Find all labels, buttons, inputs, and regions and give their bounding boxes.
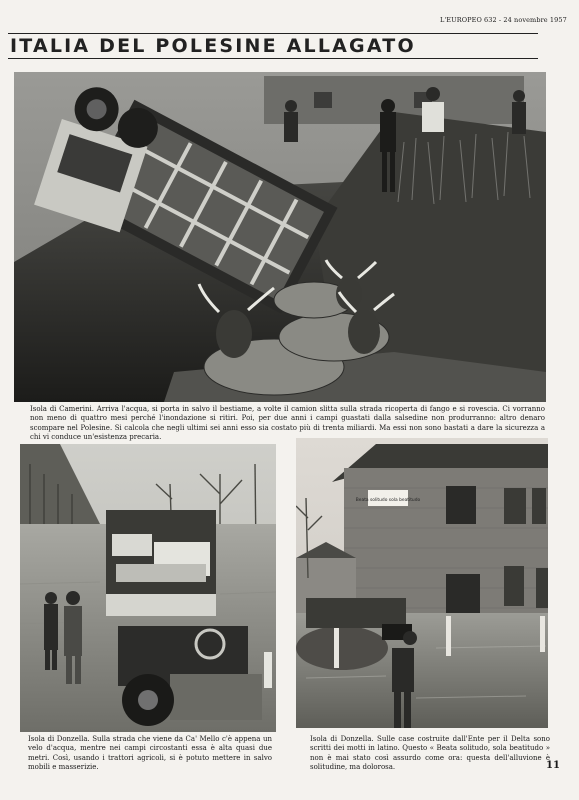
title-band — [8, 33, 538, 59]
house-motto-sign: Beata solitudo sola beatitudo — [355, 498, 421, 503]
photo-donzella-tractor-image — [20, 444, 276, 732]
caption-donzella-tractor: Isola di Donzella. Sulla strada che viene da Ca' Mello c'è appena un velo d'acqua, mentre nei campi circostanti essa è alta quasi due metri. Così, usando i trattori agricoli, si è potuto mettere in salvo mobili e masserizie. — [28, 735, 272, 772]
caption-donzella-house: Isola di Donzella. Sulle case costruite dall'Ente per il Delta sono scritti dei motti in latino. Questo « Beata solitudo, sola beatitudo » non è mai stato così assurdo come ora: questa dell'alluvione è solitudine, ma dolorosa. — [310, 735, 550, 772]
page-number: 11 — [546, 760, 560, 771]
photo-donzella-tractor — [20, 444, 276, 732]
caption-camerini: Isola di Camerini. Arriva l'acqua, si porta in salvo il bestiame, a volte il camion slitta sulla strada ricoperta di fango e si rovescia. Ci vorranno non meno di quattro mesi perché l'inondazione si ritiri. Poi, per due anni i campi guastati dalla salsedine non produrranno: altro denaro scompare nel Polesine. Si calcola che negli ultimi sei anni esso sia costato più di trenta miliardi. Ma essi non sono bastati a dare la sicurezza a chi vi conduce un'esistenza precaria. — [30, 405, 545, 442]
running-head: L'EUROPEO 632 - 24 novembre 1957 — [440, 16, 567, 24]
photo-camerini — [14, 72, 546, 402]
photo-donzella-house-image — [296, 438, 548, 728]
page-title: ITALIA DEL POLESINE ALLAGATO — [10, 35, 416, 57]
photo-donzella-house — [296, 438, 548, 728]
photo-camerini-image — [14, 72, 546, 402]
